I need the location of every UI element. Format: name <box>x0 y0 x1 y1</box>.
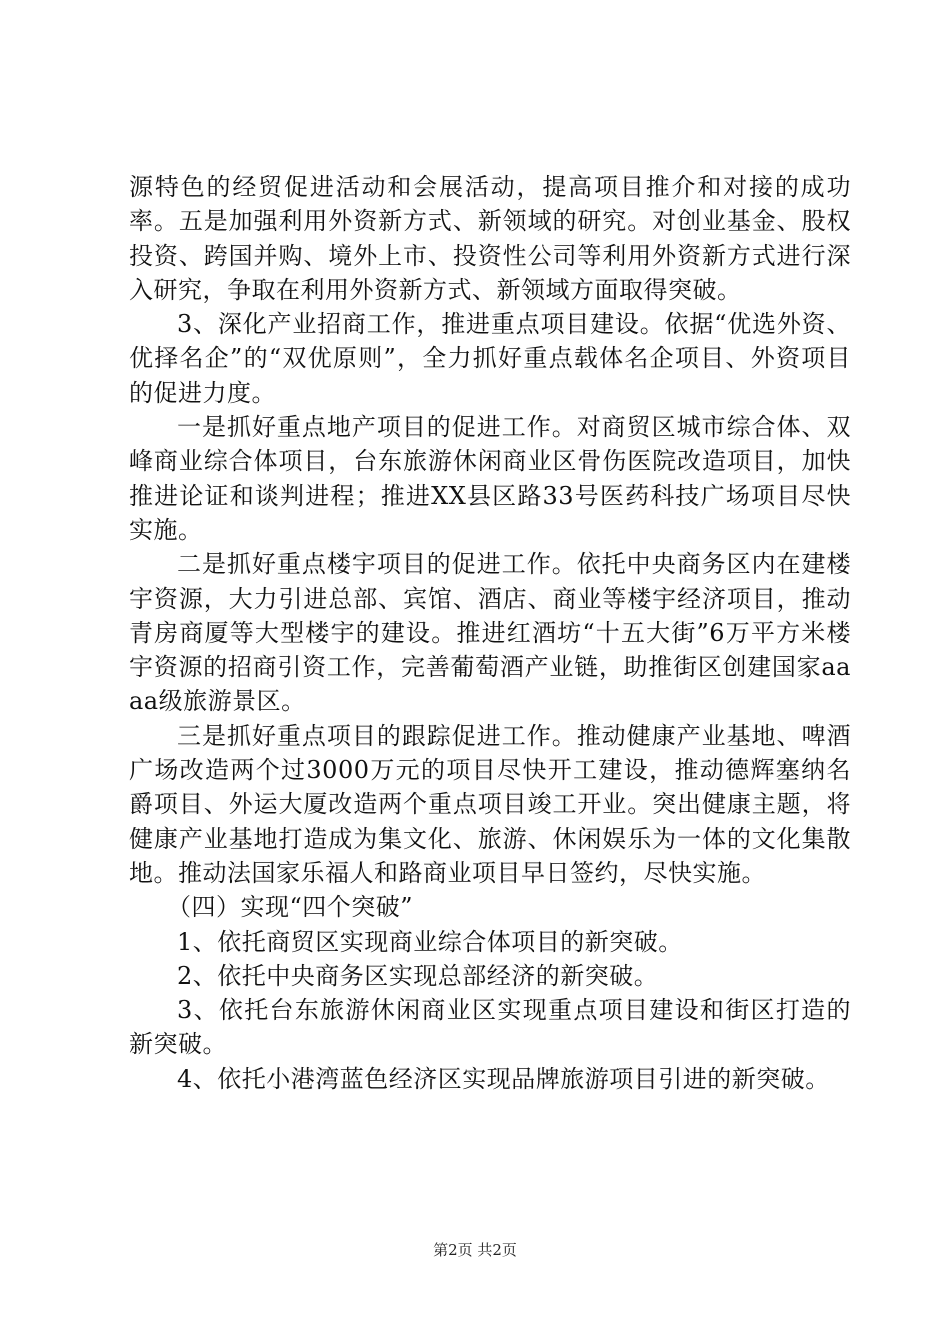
paragraph-section-3: 3、深化产业招商工作，推进重点项目建设。依据“优选外资、优择名企”的“双优原则”，全力抓好重点载体名企项目、外资项目的促进力度。 <box>129 310 851 407</box>
paragraph-item-2: 二是抓好重点楼宇项目的促进工作。依托中央商务区内在建楼宇资源，大力引进总部、宾馆、酒店、商业等楼宇经济项目，推动青房商厦等大型楼宇的建设。推进红酒坊“十五大街”6万平方米楼宇资源的招商引资工作，完善葡萄酒产业链，助推街区创建国家aaaa级旅游景区。 <box>129 550 851 716</box>
paragraph-item-3: 三是抓好重点项目的跟踪促进工作。推动健康产业基地、啤酒广场改造两个过3000万元的项目尽快开工建设，推动德辉塞纳名爵项目、外运大厦改造两个重点项目竣工开业。突出健康主题，将健康产业基地打造成为集文化、旅游、休闲娱乐为一体的文化集散地。推动法国家乐福人和路商业项目早日签约，尽快实施。 <box>129 721 851 887</box>
page-number-footer: 第2页 共2页 <box>433 1241 517 1259</box>
list-item: 3、依托台东旅游休闲商业区实现重点项目建设和街区打造的新突破。 <box>129 996 851 1059</box>
list-item: 1、依托商贸区实现商业综合体项目的新突破。 <box>177 927 683 956</box>
section-heading: （四）实现“四个突破” <box>167 893 414 922</box>
paragraph-continuation: 源特色的经贸促进活动和会展活动，提高项目推介和对接的成功率。五是加强利用外资新方式、新领域的研究。对创业基金、股权投资、跨国并购、境外上市、投资性公司等利用外资新方式进行深入研究，争取在利用外资新方式、新领域方面取得突破。 <box>129 173 851 304</box>
list-item: 2、依托中央商务区实现总部经济的新突破。 <box>177 961 659 990</box>
document-body <box>129 170 851 1096</box>
list-item: 4、依托小港湾蓝色经济区实现品牌旅游项目引进的新突破。 <box>177 1064 830 1093</box>
paragraph-item-1: 一是抓好重点地产项目的促进工作。对商贸区城市综合体、双峰商业综合体项目，台东旅游休闲商业区骨伤医院改造项目，加快推进论证和谈判进程；推进XX县区路33号医药科技广场项目尽快实施。 <box>129 413 851 544</box>
